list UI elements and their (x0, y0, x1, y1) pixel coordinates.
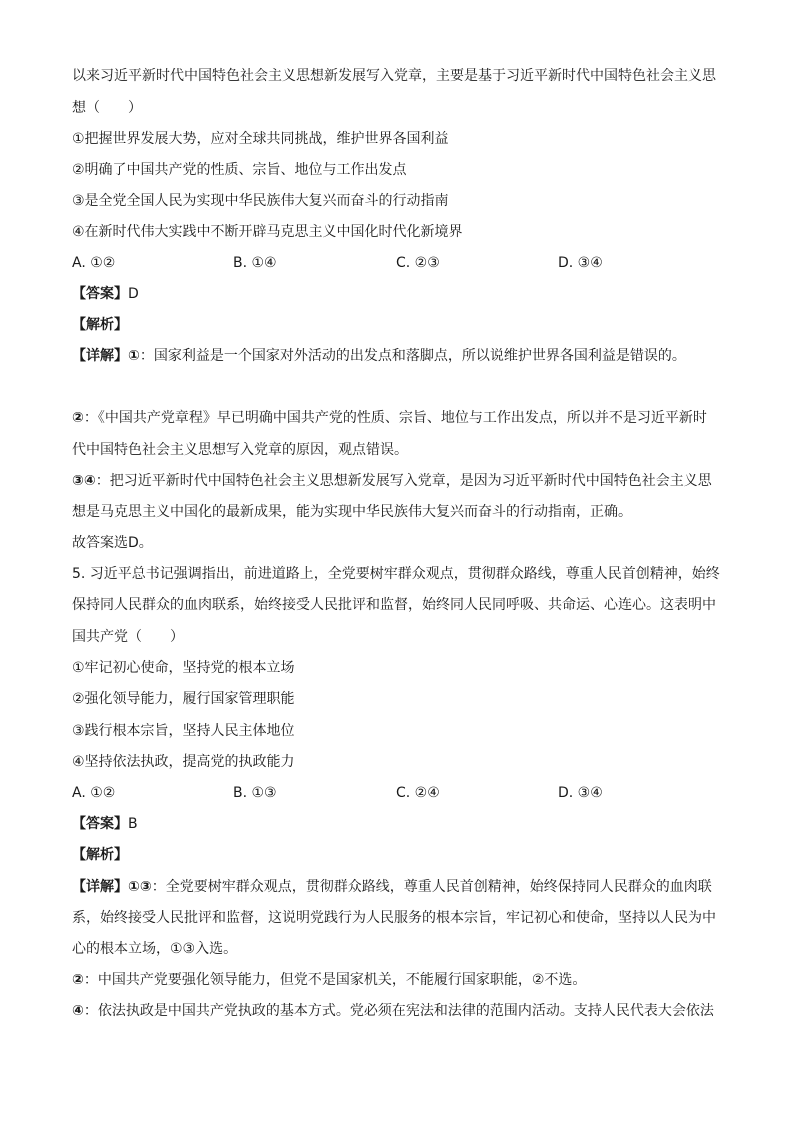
q4-option-d: D. ③④ (558, 255, 603, 271)
q4-detail-1 (72, 346, 732, 366)
q5-option-b: B. ①③ (233, 785, 277, 801)
detail-tag: 【详解】 (72, 348, 128, 364)
detail-mark: ③④ (72, 473, 96, 489)
detail-mark: ① (128, 348, 140, 364)
answer-tag: 【答案】 (72, 286, 128, 302)
answer-value: D (128, 286, 139, 302)
detail-text: ：国家利益是一个国家对外活动的出发点和落脚点，所以说维护世界各国利益是错误的。 (139, 348, 686, 364)
q5-stem-line2: 保持同人民群众的血肉联系，始终接受人民批评和监督，始终同人民同呼吸、共命运、心连心。这表明中 (72, 597, 716, 613)
detail-text: ：依法执政是中国共产党执政的基本方式。党必须在宪法和法律的范围内活动。支持人民代表大会依法 (83, 1003, 714, 1019)
q5-detail-13-line3: 心的根本立场，①③入选。 (72, 941, 238, 957)
q4-detail-2-line1 (72, 408, 732, 428)
q5-option-d: D. ③④ (558, 785, 603, 801)
answer-value: B (128, 816, 138, 832)
q5-detail-13-line2: 系，始终接受人民批评和监督，这说明党践行为人民服务的根本宗旨，牢记初心和使命，坚持以人民为中 (72, 910, 716, 926)
q5-item-1: ①牢记初心使命，坚持党的根本立场 (72, 660, 295, 676)
q5-stem-line3: 国共产党（ ） (72, 629, 184, 645)
q4-option-a: A. ①② (72, 255, 116, 271)
detail-text: ：把习近平新时代中国特色社会主义思想新发展写入党章，是因为习近平新时代中国特色社会主义思 (95, 473, 712, 489)
q4-answer (72, 284, 732, 304)
q4-detail-2-line2: 代中国特色社会主义思想写入党章的原因，观点错误。 (72, 442, 408, 458)
q4-stem-line1: 以来习近平新时代中国特色社会主义思想新发展写入党章，主要是基于习近平新时代中国特色社会主义思 (72, 68, 716, 84)
q5-stem-line1: 5. 习近平总书记强调指出，前进道路上，全党要树牢群众观点，贯彻群众路线，尊重人民首创精神，始终 (72, 566, 720, 582)
detail-tag: 【详解】 (72, 879, 128, 895)
q5-item-3: ③践行根本宗旨，坚持人民主体地位 (72, 723, 295, 739)
q5-item-4: ④坚持依法执政，提高党的执政能力 (72, 754, 295, 770)
q5-option-c: C. ②④ (396, 785, 440, 801)
q5-detail-2 (72, 970, 732, 990)
detail-text: ：《中国共产党章程》早已明确中国共产党的性质、宗旨、地位与工作出发点，所以并不是习近平新时 (83, 410, 707, 426)
q5-detail-4 (72, 1001, 732, 1021)
detail-text: ：全党要树牢群众观点，贯彻群众路线，尊重人民首创精神，始终保持同人民群众的血肉联 (151, 879, 712, 895)
q4-conclusion: 故答案选D。 (72, 535, 153, 551)
detail-mark: ①③ (128, 879, 152, 895)
q4-option-c: C. ②③ (396, 255, 440, 271)
q4-detail-34-line2: 想是马克思主义中国化的最新成果，能为实现中华民族伟大复兴而奋斗的行动指南，正确。 (72, 504, 632, 520)
q5-analysis-tag: 【解析】 (72, 847, 128, 863)
detail-mark: ② (72, 972, 84, 988)
q4-detail-34-line1 (72, 471, 732, 491)
q4-option-b: B. ①④ (233, 255, 277, 271)
q4-item-2: ②明确了中国共产党的性质、宗旨、地位与工作出发点 (72, 162, 407, 178)
q5-detail-13-line1 (72, 877, 732, 897)
q5-item-2: ②强化领导能力，履行国家管理职能 (72, 691, 295, 707)
detail-mark: ② (72, 410, 84, 426)
q4-item-1: ①把握世界发展大势，应对全球共同挑战，维护世界各国利益 (72, 131, 449, 147)
q4-item-4: ④在新时代伟大实践中不断开辟马克思主义中国化时代化新境界 (72, 224, 463, 240)
q4-stem-line2: 想（ ） (72, 100, 142, 116)
detail-text: ：中国共产党要强化领导能力，但党不是国家机关，不能履行国家职能，②不选。 (83, 972, 587, 988)
q5-option-a: A. ①② (72, 785, 116, 801)
q4-analysis-tag: 【解析】 (72, 317, 128, 333)
detail-mark: ④ (72, 1003, 84, 1019)
q5-answer (72, 814, 732, 834)
answer-tag: 【答案】 (72, 816, 128, 832)
q4-item-3: ③是全党全国人民为实现中华民族伟大复兴而奋斗的行动指南 (72, 193, 449, 209)
